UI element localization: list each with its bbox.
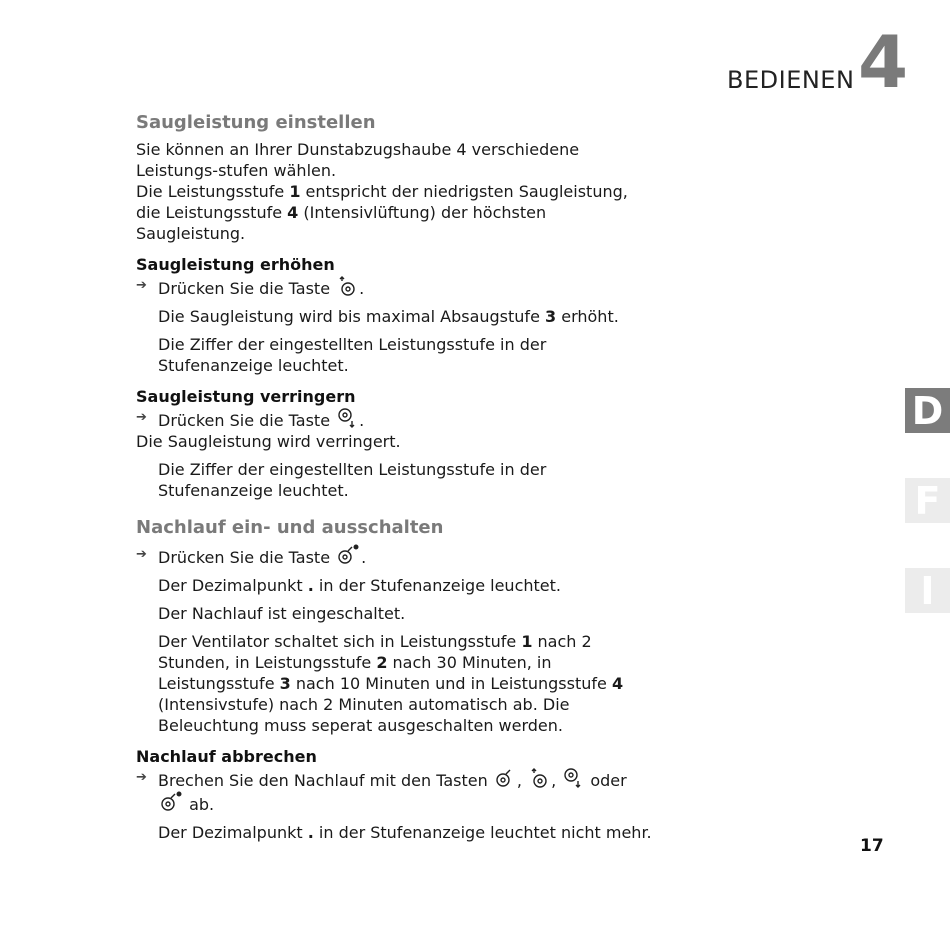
paragraph: Der Nachlauf ist eingeschaltet. xyxy=(158,604,406,623)
paragraph: Die Leistungsstufe 1 entspricht der niedrigsten Saugleistung, die Leistungsstufe 4 (Intensivlüftung) der höchsten Saugleistung. xyxy=(136,182,628,243)
paragraph: Die Saugleistung wird bis maximal Absaugstufe 3 erhöht. xyxy=(158,307,619,326)
fan-down-icon xyxy=(562,767,584,789)
fan-up-icon xyxy=(528,767,550,789)
paragraph: Der Dezimalpunkt . in der Stufenanzeige leuchtet nicht mehr. xyxy=(158,823,652,842)
paragraph: Die Ziffer der eingestellten Leistungsstufe in der Stufenanzeige leuchtet. xyxy=(158,460,547,500)
subsection-heading: Saugleistung verringern xyxy=(136,387,356,406)
instruction-step: ➔ Drücken Sie die Taste . xyxy=(136,544,656,568)
instruction-step: ➔ Brechen Sie den Nachlauf mit den Tasten , , oder ab. xyxy=(136,767,656,815)
subsection-heading: Saugleistung erhöhen xyxy=(136,255,335,274)
section-heading: Nachlauf ein- und ausschalten xyxy=(136,517,444,538)
main-content xyxy=(136,112,656,843)
fan-down-icon xyxy=(336,407,358,429)
arrow-right-icon: ➔ xyxy=(136,770,147,785)
chapter-number: 4 xyxy=(858,20,909,104)
fan-afterrun-icon xyxy=(159,791,183,813)
arrow-right-icon: ➔ xyxy=(136,547,147,562)
instruction-step: ➔ Drücken Sie die Taste . xyxy=(136,407,656,431)
fan-afterrun-icon xyxy=(336,544,360,566)
language-tab-d[interactable]: D xyxy=(905,388,950,433)
language-tab-f[interactable]: F xyxy=(905,478,950,523)
section-heading: Saugleistung einstellen xyxy=(136,112,376,133)
arrow-right-icon: ➔ xyxy=(136,410,147,425)
paragraph: Die Saugleistung wird verringert. xyxy=(136,432,401,451)
instruction-step: ➔ Drücken Sie die Taste . xyxy=(136,275,656,299)
paragraph: Sie können an Ihrer Dunstabzugshaube 4 verschiedene Leistungs-stufen wählen. xyxy=(136,140,580,180)
paragraph: Die Ziffer der eingestellten Leistungsstufe in der Stufenanzeige leuchtet. xyxy=(158,335,547,375)
chapter-title: BEDIENEN xyxy=(727,66,855,94)
paragraph: Der Ventilator schaltet sich in Leistungsstufe 1 nach 2 Stunden, in Leistungsstufe 2 nach 30 Minuten, in Leistungsstufe 3 nach 10 Minuten und in Leistungsstufe 4 (Intensivstufe) nach 2 Minuten automatisch ab. Die Beleuchtung muss seperat ausgeschalten werden. xyxy=(158,632,624,735)
fan-up-icon xyxy=(336,275,358,297)
fan-icon xyxy=(494,767,516,789)
subsection-heading: Nachlauf abbrechen xyxy=(136,747,317,766)
language-tab-i[interactable]: I xyxy=(905,568,950,613)
paragraph: Der Dezimalpunkt . in der Stufenanzeige leuchtet. xyxy=(158,576,561,595)
page-number: 17 xyxy=(860,836,884,856)
arrow-right-icon: ➔ xyxy=(136,278,147,293)
